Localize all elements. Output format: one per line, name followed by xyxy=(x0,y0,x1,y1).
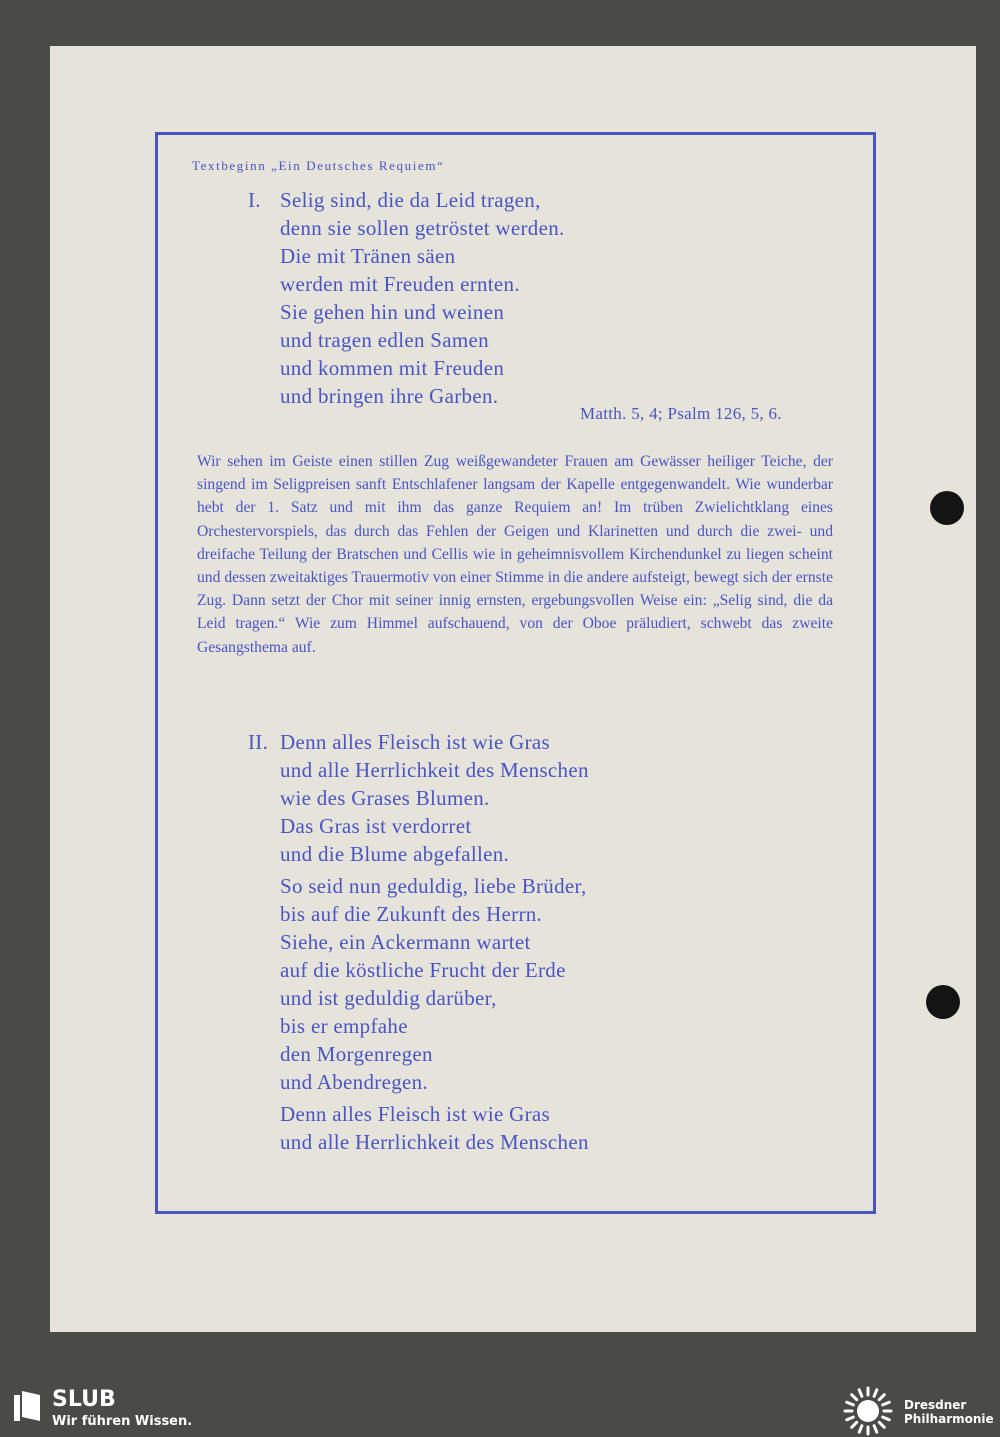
philharmonie-name-line-2: Philharmonie xyxy=(904,1412,994,1426)
verse-line: Sie gehen hin und weinen xyxy=(280,300,505,324)
verse-line: Denn alles Fleisch ist wie Gras xyxy=(280,1102,550,1126)
verse-line: werden mit Freuden ernten. xyxy=(280,272,520,296)
verse-line: denn sie sollen getröstet werden. xyxy=(280,216,565,240)
verse-line: und bringen ihre Garben. xyxy=(280,384,499,408)
verse-line: Die mit Tränen säen xyxy=(280,244,456,268)
verse-line: und ist geduldig darüber, xyxy=(280,986,497,1010)
verse-section-1 xyxy=(248,186,565,410)
verse-line: bis auf die Zukunft des Herrn. xyxy=(280,902,543,926)
verse-line: Denn alles Fleisch ist wie Gras xyxy=(280,730,550,754)
philharmonie-sun-icon xyxy=(842,1385,894,1437)
page-header: Textbeginn „Ein Deutsches Requiem“ xyxy=(192,158,445,173)
philharmonie-name xyxy=(904,1398,994,1426)
verse-line: So seid nun geduldig, liebe Brüder, xyxy=(280,874,587,898)
verse-line: und tragen edlen Samen xyxy=(280,328,489,352)
punch-hole-top xyxy=(930,491,964,525)
verse-line: den Morgenregen xyxy=(280,1042,433,1066)
verse-line: und Abendregen. xyxy=(280,1070,428,1094)
verse-line: auf die köstliche Frucht der Erde xyxy=(280,958,566,982)
verse-line: Selig sind, die da Leid tragen, xyxy=(280,188,541,212)
verse-line: Siehe, ein Ackermann wartet xyxy=(280,930,531,954)
verse-line: bis er empfahe xyxy=(280,1014,408,1038)
philharmonie-name-line-1: Dresdner xyxy=(904,1398,967,1412)
scanned-page xyxy=(50,46,976,1332)
verse-line: und kommen mit Freuden xyxy=(280,356,505,380)
slub-book-icon xyxy=(14,1391,40,1421)
slub-name: SLUB xyxy=(52,1387,116,1412)
commentary-paragraph: Wir sehen im Geiste einen stillen Zug weißgewandeter Frauen am Gewässer heiliger Teiche, der singend im Seligpreisen sanft Entschlafener langsam der Kapelle entgegenwandelt. Wie wunderbar hebt der 1. Satz und mit ihm das ganze Requiem an! Im trüben Zwielichtklang eines Orchestervorspiels, das durch das Fehlen der Geigen und Klarinetten und durch die zwei- und dreifache Teilung der Bratschen und Cellis wie in geheimnisvollem Kirchendunkel zu liegen scheint und dessen zweitaktiges Trauermotiv von einer Stimme in die andere aufsteigt, bewegt sich der ernste Zug. Dann setzt der Chor mit seiner innig ernsten, ergebungsvollen Weise ein: „Selig sind, die da Leid tragen.“ Wie zum Himmel aufschauend, von der Oboe präludiert, schwebt das zweite Gesangsthema auf. xyxy=(197,453,833,656)
punch-hole-bottom xyxy=(926,985,960,1019)
section-number: II. xyxy=(248,730,269,754)
verse-section-2 xyxy=(248,728,589,1156)
verse-line: und alle Herrlichkeit des Menschen xyxy=(280,758,589,782)
verse-line: und alle Herrlichkeit des Menschen xyxy=(280,1130,589,1154)
verse-line: Das Gras ist verdorret xyxy=(280,814,472,838)
verse-line: wie des Grases Blumen. xyxy=(280,786,490,810)
slub-tagline: Wir führen Wissen. xyxy=(52,1414,193,1429)
section-number: I. xyxy=(248,188,261,212)
verse-line: und die Blume abgefallen. xyxy=(280,842,510,866)
scripture-reference: Matth. 5, 4; Psalm 126, 5, 6. xyxy=(580,404,782,423)
